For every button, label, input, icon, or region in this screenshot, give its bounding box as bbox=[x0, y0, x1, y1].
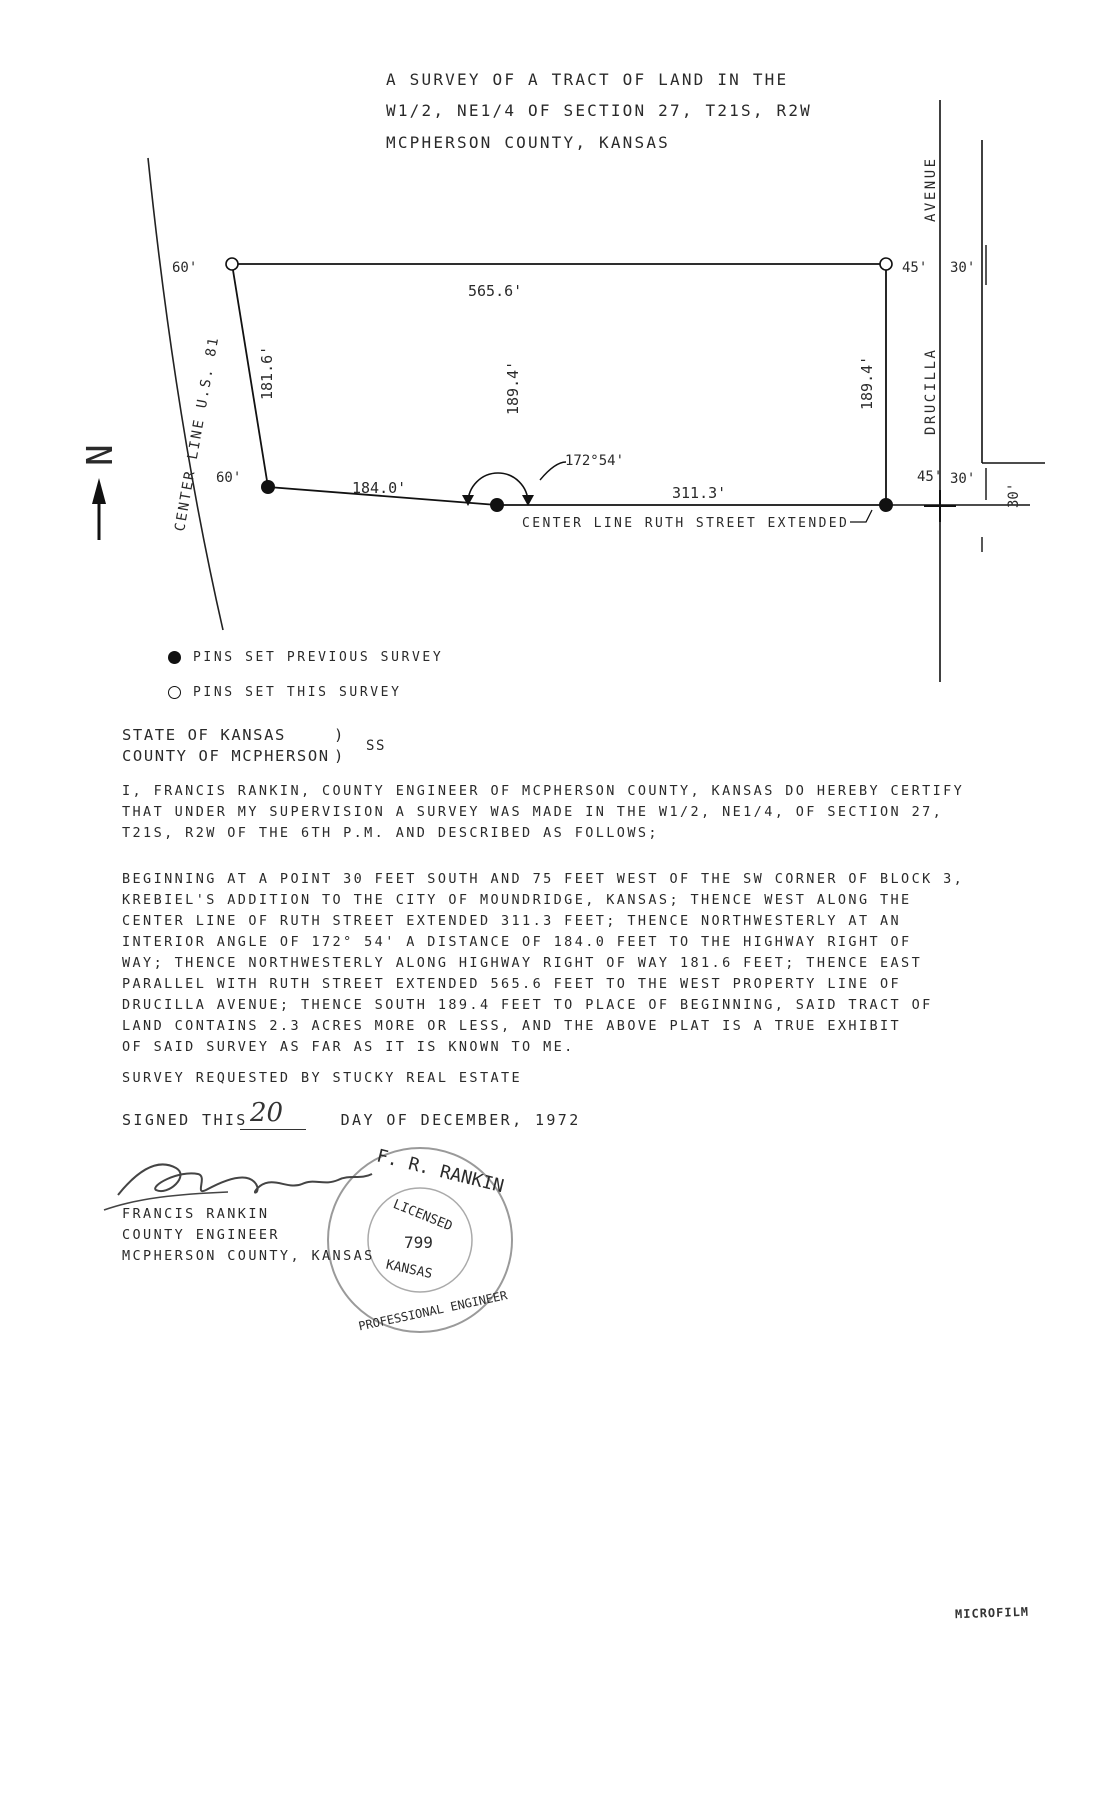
seal-top: F. R. RANKIN bbox=[374, 1145, 506, 1198]
highway-label: CENTER LINE U.S. 81 bbox=[172, 334, 223, 533]
description-line: PARALLEL WITH RUTH STREET EXTENDED 565.6 FEET TO THE WEST PROPERTY LINE OF bbox=[122, 976, 902, 992]
legal-description bbox=[122, 869, 964, 1058]
certification-line: T21S, R2W OF THE 6TH P.M. AND DESCRIBED AS FOLLOWS; bbox=[122, 825, 659, 841]
signer-county: MCPHERSON COUNTY, KANSAS bbox=[122, 1248, 375, 1264]
angle-leader bbox=[540, 462, 566, 480]
pin-previous-survey-sw bbox=[261, 480, 275, 494]
north-label: N bbox=[80, 444, 121, 466]
se-segment: 311.3' bbox=[672, 484, 727, 502]
signed-day: 20 bbox=[250, 1098, 284, 1128]
venue-paren-2: ) bbox=[334, 747, 345, 765]
nw-offset: 60' bbox=[172, 260, 198, 276]
signed-prefix: SIGNED THIS bbox=[122, 1111, 248, 1129]
description-line: LAND CONTAINS 2.3 ACRES MORE OR LESS, AND THE ABOVE PLAT IS A TRUE EXHIBIT bbox=[122, 1018, 902, 1034]
street-label: CENTER LINE RUTH STREET EXTENDED bbox=[522, 516, 850, 531]
venue-county: COUNTY OF MCPHERSON bbox=[122, 747, 330, 765]
signed-suffix: DAY OF DECEMBER, 1972 bbox=[340, 1111, 581, 1129]
description-line: DRUCILLA AVENUE; THENCE SOUTH 189.4 FEET TO PLACE OF BEGINNING, SAID TRACT OF bbox=[122, 997, 933, 1013]
sw-offset: 60' bbox=[216, 470, 242, 486]
venue-ss: SS bbox=[366, 738, 387, 754]
legend-previous bbox=[168, 650, 443, 665]
west-length: 181.6' bbox=[258, 345, 276, 400]
title-line-3: MCPHERSON COUNTY, KANSAS bbox=[386, 133, 670, 152]
certification-line: THAT UNDER MY SUPERVISION A SURVEY WAS MADE IN THE W1/2, NE1/4, OF SECTION 27, bbox=[122, 804, 944, 820]
legend-this-label: PINS SET THIS SURVEY bbox=[193, 685, 402, 700]
seal-state: KANSAS bbox=[384, 1257, 434, 1283]
title-line-2: W1/2, NE1/4 OF SECTION 27, T21S, R2W bbox=[386, 101, 812, 120]
open-pin-icon bbox=[168, 686, 181, 699]
venue-state: STATE OF KANSAS bbox=[122, 726, 286, 744]
seal-bottom: PROFESSIONAL ENGINEER bbox=[357, 1288, 509, 1334]
description-line: BEGINNING AT A POINT 30 FEET SOUTH AND 75 FEET WEST OF THE SW CORNER OF BLOCK 3, bbox=[122, 871, 965, 887]
description-line: OF SAID SURVEY AS FAR AS IT IS KNOWN TO ME. bbox=[122, 1039, 575, 1055]
title-line-1: A SURVEY OF A TRACT OF LAND IN THE bbox=[386, 70, 789, 89]
street-half-width: 30' bbox=[1006, 482, 1022, 508]
description-line: KREBIEL'S ADDITION TO THE CITY OF MOUNDRIDGE, KANSAS; THENCE WEST ALONG THE bbox=[122, 892, 912, 908]
signature-block bbox=[122, 1204, 375, 1267]
north-arrow bbox=[80, 444, 121, 540]
seal-number: 799 bbox=[404, 1233, 433, 1252]
day-underline bbox=[240, 1129, 306, 1130]
signed-line bbox=[122, 1110, 581, 1131]
venue-paren-1: ) bbox=[334, 726, 345, 744]
seal-middle: LICENSED bbox=[390, 1197, 455, 1235]
ne-offset: 45' bbox=[902, 260, 928, 276]
filled-pin-icon bbox=[168, 651, 181, 664]
description-line: WAY; THENCE NORTHWESTERLY ALONG HIGHWAY RIGHT OF WAY 181.6 FEET; THENCE EAST bbox=[122, 955, 923, 971]
signer-name: FRANCIS RANKIN bbox=[122, 1206, 270, 1222]
microfilm-stamp: MICROFILM bbox=[954, 1604, 1030, 1622]
pin-set-this-survey-nw bbox=[226, 258, 238, 270]
street-leader bbox=[850, 510, 872, 522]
signer-title: COUNTY ENGINEER bbox=[122, 1227, 280, 1243]
pin-previous-survey-se bbox=[879, 498, 893, 512]
sw-segment: 184.0' bbox=[352, 479, 407, 497]
description-line: INTERIOR ANGLE OF 172° 54' A DISTANCE OF 184.0 FEET TO THE HIGHWAY RIGHT OF bbox=[122, 934, 912, 950]
angle-label: 172°54' bbox=[565, 453, 625, 469]
top-length: 565.6' bbox=[468, 282, 523, 300]
description-line: CENTER LINE OF RUTH STREET EXTENDED 311.3 FEET; THENCE NORTHWESTERLY AT AN bbox=[122, 913, 902, 929]
east-length: 189.4' bbox=[858, 355, 876, 410]
pin-previous-survey-mid bbox=[490, 498, 504, 512]
drucilla-label: DRUCILLA bbox=[923, 347, 939, 435]
legend-this bbox=[168, 685, 402, 700]
certification-text bbox=[122, 781, 964, 844]
requested-by: SURVEY REQUESTED BY STUCKY REAL ESTATE bbox=[122, 1070, 523, 1086]
se-offset: 45' bbox=[917, 469, 943, 485]
survey-plat bbox=[0, 0, 1098, 700]
se-width: 30' bbox=[950, 471, 976, 487]
pin-set-this-survey-ne bbox=[880, 258, 892, 270]
middle-length: 189.4' bbox=[504, 360, 522, 415]
legend-previous-label: PINS SET PREVIOUS SURVEY bbox=[193, 650, 444, 665]
ne-width: 30' bbox=[950, 260, 976, 276]
avenue-label: AVENUE bbox=[923, 156, 939, 222]
certification-line: I, FRANCIS RANKIN, COUNTY ENGINEER OF MCPHERSON COUNTY, KANSAS DO HEREBY CERTIFY bbox=[122, 783, 965, 799]
